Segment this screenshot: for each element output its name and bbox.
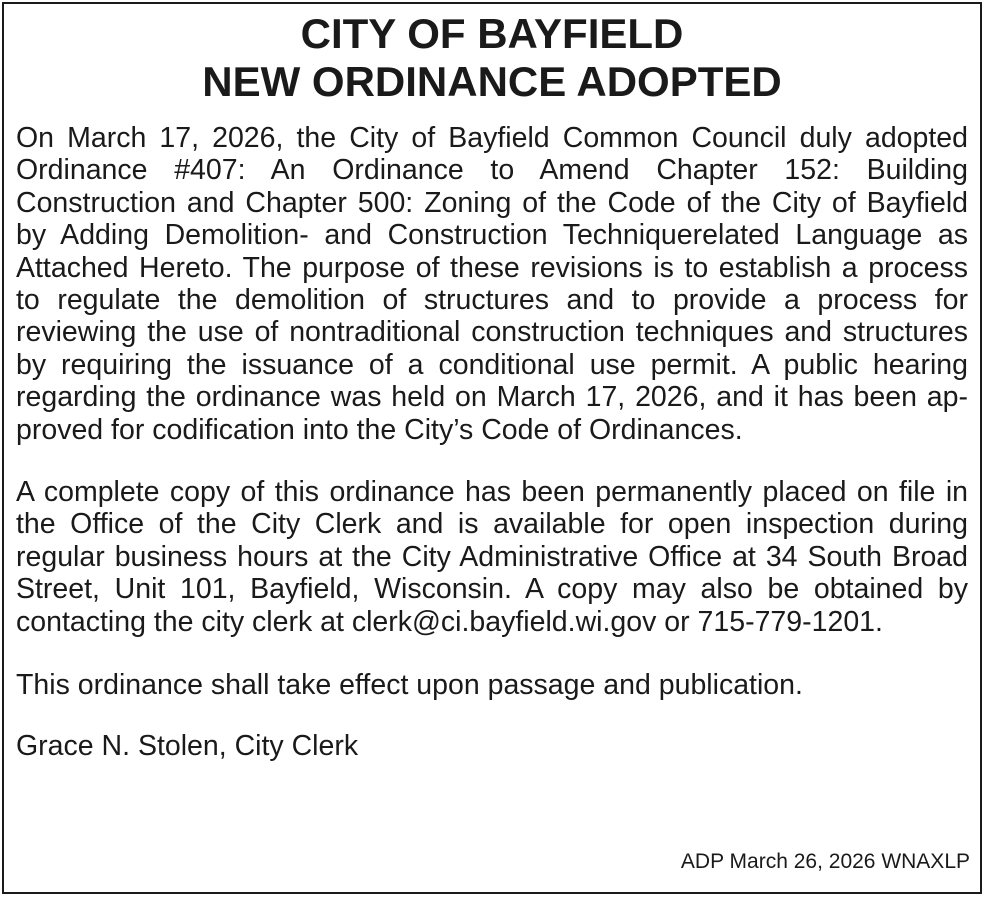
legal-notice xyxy=(2,2,982,894)
ordinance-adoption-paragraph: On March 17, 2026, the City of Bayfield Common Council duly adopted Ordinance #407: An Ordinance to Amend Chapter 152: Building Construction and Chapter 500: Zoning of the Code of the City of Bayfield by Adding Demolition- and Construction Techniquerelated Language as Attached Hereto. The purpose of these revisions is to establish a process to regulate the demolition of structures and to provide a process for reviewing the use of nontraditional construction techniques and structures by requiring the issuance of a conditional use permit. A public hearing regarding the ordinance was held on March 17, 2026, and it has been approved for codification into the City’s Code of Ordinances. xyxy=(16,122,968,446)
notice-title-line-2: NEW ORDINANCE ADOPTED xyxy=(202,58,782,105)
notice-title-line-1: CITY OF BAYFIELD xyxy=(300,10,684,57)
clerk-signature: Grace N. Stolen, City Clerk xyxy=(16,729,359,762)
ordinance-availability-paragraph: A complete copy of this ordinance has been permanently placed on file in the Office of the City Clerk and is available for open inspection during regular business hours at the City Administrative Office at 34 South Broad Street, Unit 101, Bayfield, Wisconsin. A copy may also be obtained by contacting the city clerk at clerk@ci.bayfield.wi.gov or 715-779-1201. xyxy=(16,476,968,638)
publication-line: ADP March 26, 2026 WNAXLP xyxy=(680,850,970,873)
notice-title xyxy=(16,10,968,106)
ordinance-effective-paragraph: This ordinance shall take effect upon passage and publication. xyxy=(16,669,803,702)
